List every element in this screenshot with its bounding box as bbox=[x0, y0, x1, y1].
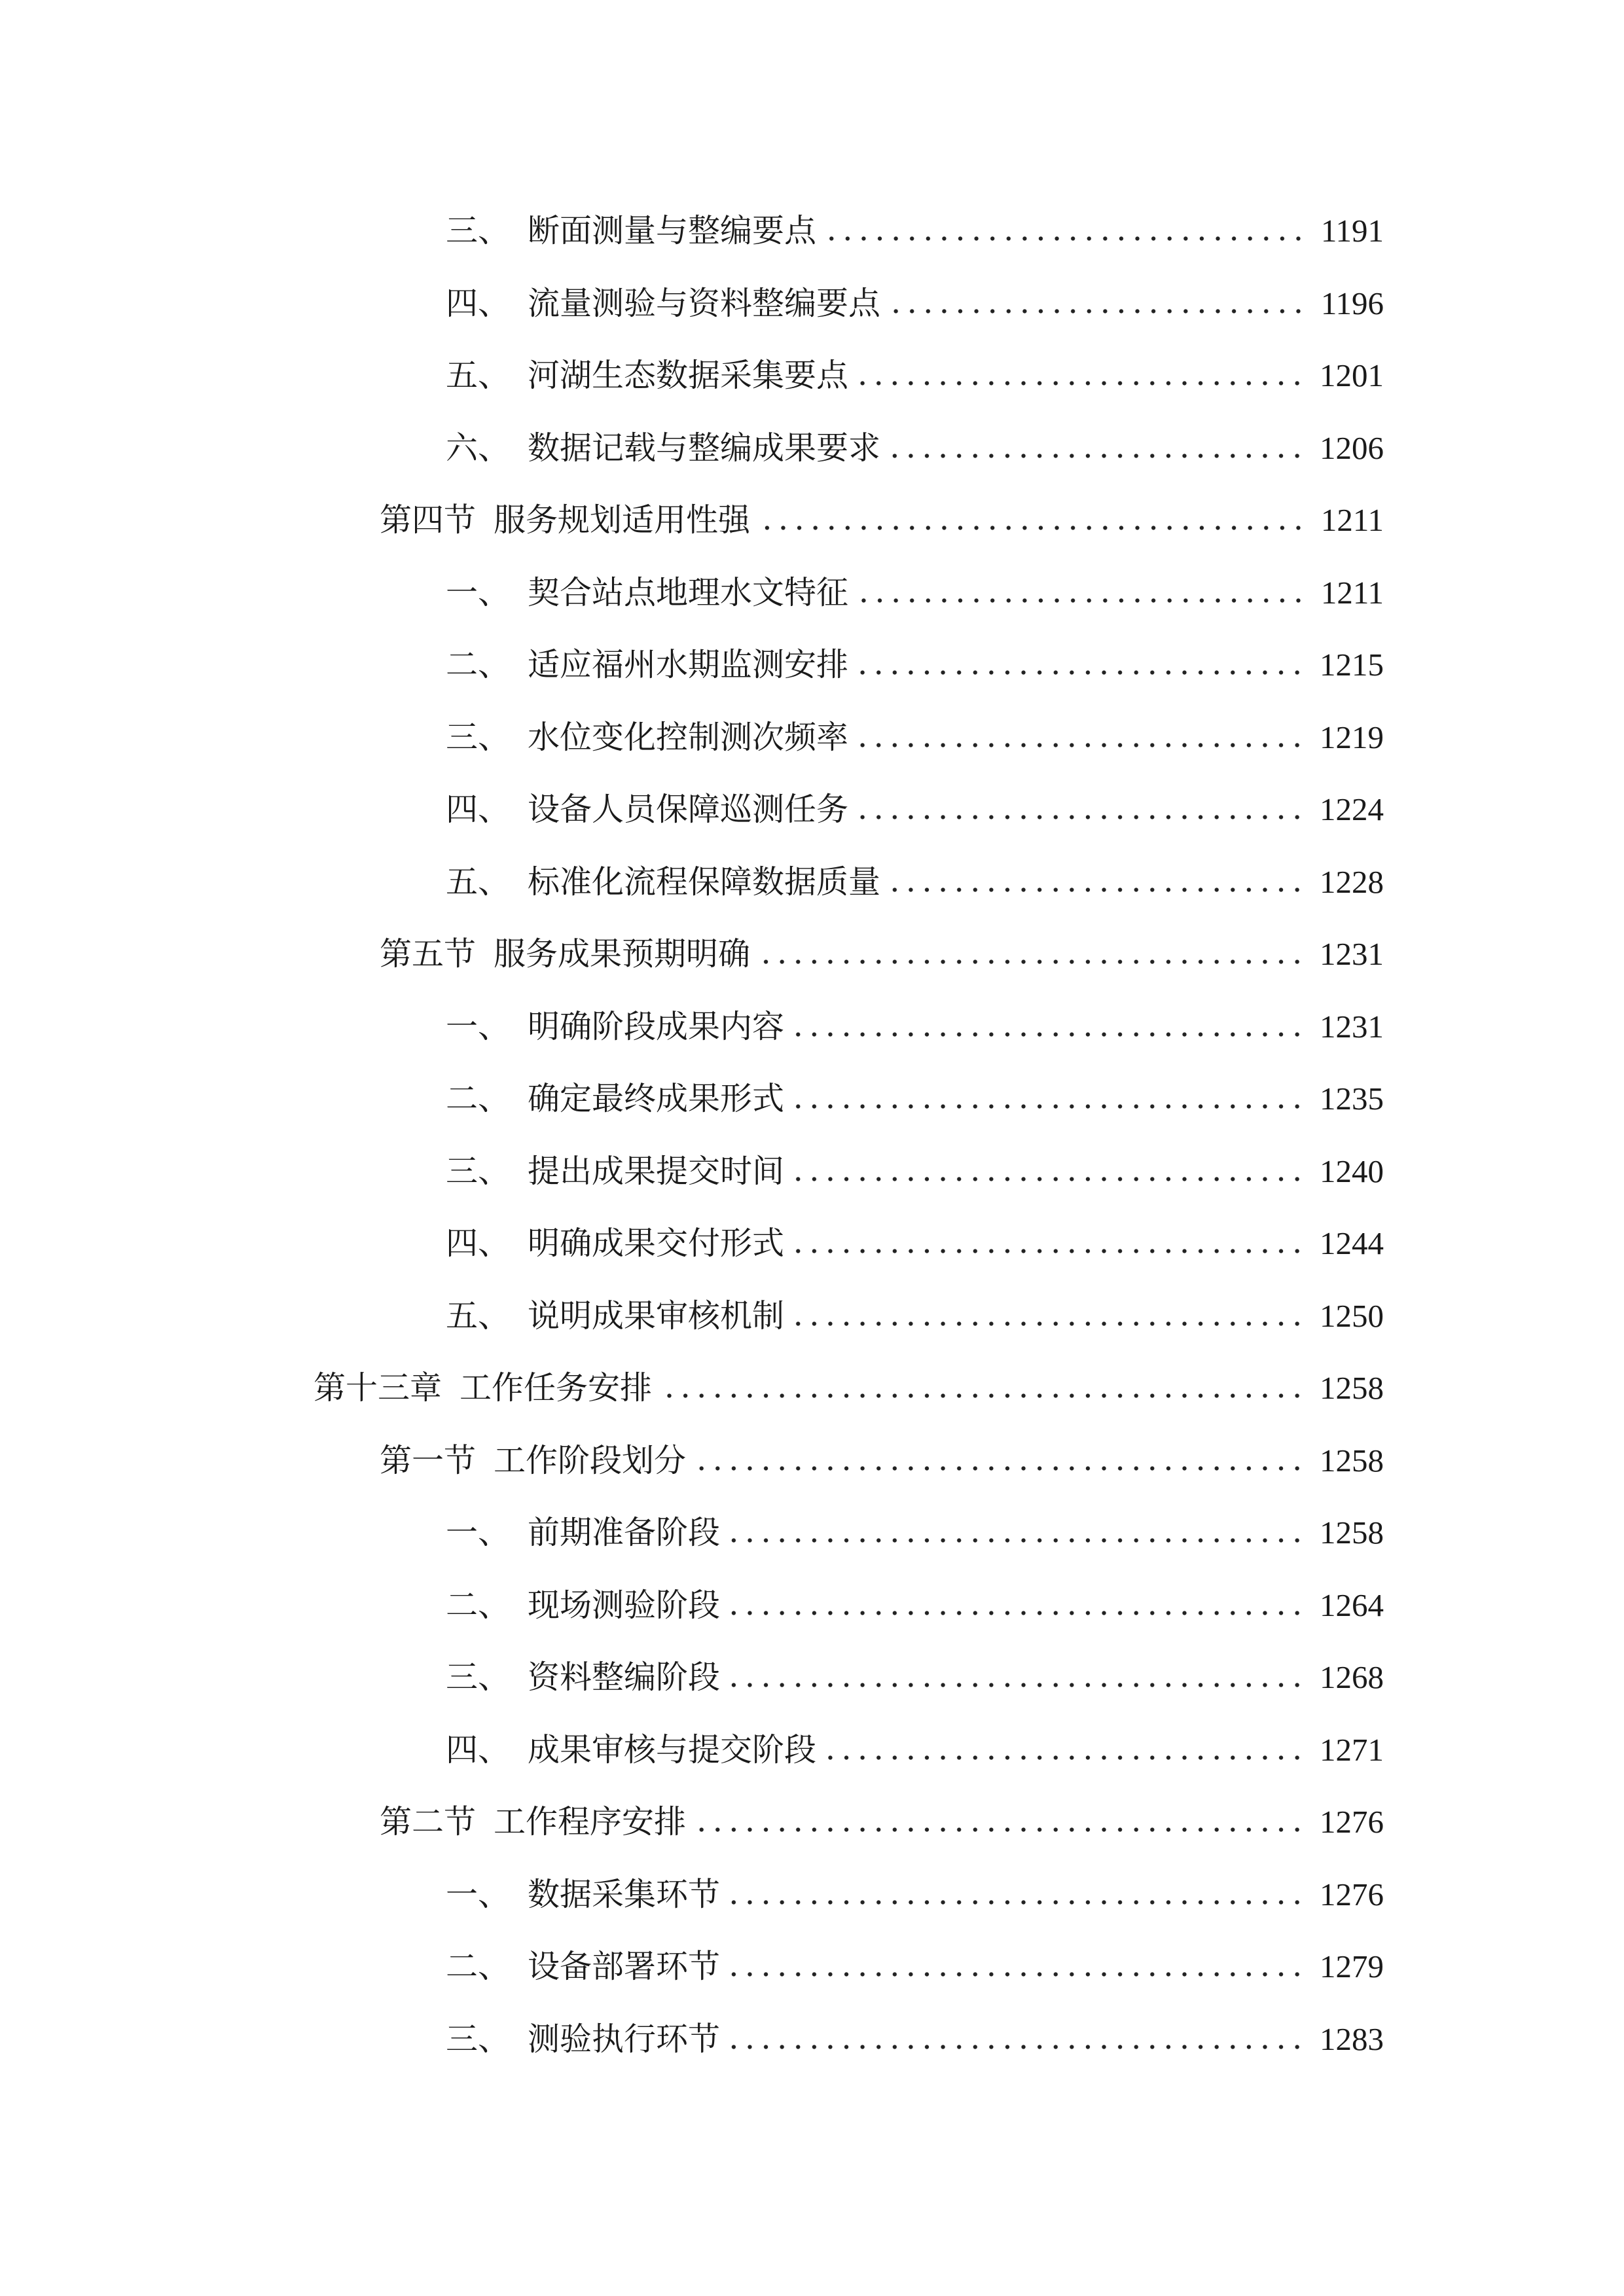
toc-entry bbox=[0, 1136, 1624, 1208]
toc-entry-page: 1276 bbox=[1320, 1804, 1384, 1840]
toc-section-entry bbox=[0, 1786, 1624, 1859]
toc-entry bbox=[0, 1208, 1624, 1280]
toc-entry bbox=[0, 991, 1624, 1064]
toc-dot-leader bbox=[856, 670, 1305, 675]
toc-dot-leader bbox=[856, 742, 1305, 748]
toc-entry-page: 1231 bbox=[1320, 936, 1384, 972]
toc-entry-title: 提出成果提交时间 bbox=[528, 1152, 785, 1190]
toc-entry-number: 三、 bbox=[446, 718, 511, 756]
toc-entry-title: 工作阶段划分 bbox=[494, 1441, 687, 1479]
toc-entry-number: 三、 bbox=[446, 1152, 511, 1190]
toc-entry-number: 四、 bbox=[446, 1225, 511, 1262]
toc-entry-page: 1244 bbox=[1320, 1225, 1384, 1261]
toc-entry-title: 工作程序安排 bbox=[494, 1803, 687, 1840]
toc-dot-leader bbox=[856, 380, 1305, 386]
toc-entry-page: 1231 bbox=[1320, 1008, 1384, 1045]
toc-entry-page: 1219 bbox=[1320, 719, 1384, 755]
toc-entry-title: 流量测验与资料整编要点 bbox=[528, 284, 881, 322]
toc-dot-leader bbox=[728, 1682, 1305, 1688]
toc-entry-page: 1250 bbox=[1320, 1297, 1384, 1334]
toc-entry-title: 测验执行环节 bbox=[528, 2020, 721, 2058]
toc-entry bbox=[0, 1641, 1624, 1714]
toc-entry-number: 三、 bbox=[446, 212, 511, 249]
toc-dot-leader bbox=[888, 453, 1305, 459]
toc-entry-number: 第五节 bbox=[380, 935, 477, 973]
toc-dot-leader bbox=[728, 2044, 1305, 2050]
toc-entry-page: 1215 bbox=[1320, 647, 1384, 683]
toc-dot-leader bbox=[888, 887, 1305, 893]
toc-entry bbox=[0, 1063, 1624, 1136]
toc-entry-page: 1279 bbox=[1320, 1948, 1384, 1984]
toc-entry-page: 1196 bbox=[1320, 285, 1384, 321]
toc-entry-number: 第四节 bbox=[380, 501, 477, 539]
toc-entry bbox=[0, 195, 1624, 268]
toc-dot-leader bbox=[792, 1103, 1305, 1109]
toc-dot-leader bbox=[824, 1755, 1305, 1761]
toc-entry bbox=[0, 1931, 1624, 2003]
toc-entry-number: 一、 bbox=[446, 1514, 511, 1551]
toc-entry-title: 服务规划适用性强 bbox=[494, 501, 751, 539]
toc-entry-title: 明确阶段成果内容 bbox=[528, 1007, 785, 1045]
toc-entry-title: 工作任务安排 bbox=[460, 1369, 653, 1407]
toc-entry-title: 现场测验阶段 bbox=[528, 1586, 721, 1624]
toc-dot-leader bbox=[856, 814, 1305, 820]
toc-entry-page: 1240 bbox=[1320, 1153, 1384, 1189]
toc-entry-number: 五、 bbox=[446, 1297, 511, 1335]
toc-entry-title: 标准化流程保障数据质量 bbox=[528, 863, 881, 901]
toc-entry-number: 一、 bbox=[446, 1875, 511, 1913]
toc-entry-number: 五、 bbox=[446, 863, 511, 901]
toc-dot-leader bbox=[694, 1827, 1305, 1833]
toc-entry bbox=[0, 1497, 1624, 1570]
toc-entry-number: 二、 bbox=[446, 646, 511, 683]
toc-entry-page: 1191 bbox=[1320, 213, 1384, 249]
toc-dot-leader bbox=[888, 308, 1307, 314]
toc-entry-page: 1276 bbox=[1320, 1876, 1384, 1912]
toc-entry-number: 第十三章 bbox=[314, 1369, 442, 1407]
toc-dot-leader bbox=[728, 1537, 1305, 1543]
toc-entry-title: 说明成果审核机制 bbox=[528, 1297, 785, 1335]
toc-entry-title: 断面测量与整编要点 bbox=[528, 212, 817, 249]
toc-entry-page: 1268 bbox=[1320, 1659, 1384, 1695]
toc-entry-number: 第一节 bbox=[380, 1441, 477, 1479]
toc-entry-title: 前期准备阶段 bbox=[528, 1514, 721, 1551]
toc-dot-leader bbox=[856, 598, 1307, 603]
toc-entry-page: 1224 bbox=[1320, 791, 1384, 827]
toc-entry-page: 1235 bbox=[1320, 1081, 1384, 1117]
toc-entry-number: 五、 bbox=[446, 357, 511, 394]
toc-entry bbox=[0, 340, 1624, 412]
toc-entry-title: 明确成果交付形式 bbox=[528, 1225, 785, 1262]
toc-entry-page: 1283 bbox=[1320, 2020, 1384, 2057]
toc-entry-number: 四、 bbox=[446, 791, 511, 828]
toc-dot-leader bbox=[824, 236, 1307, 242]
toc-entry-page: 1201 bbox=[1320, 357, 1384, 393]
toc-entry-page: 1206 bbox=[1320, 429, 1384, 466]
toc-entry-title: 设备部署环节 bbox=[528, 1948, 721, 1985]
toc-entry-number: 四、 bbox=[446, 284, 511, 322]
toc-entry bbox=[0, 2003, 1624, 2076]
toc-entry-title: 确定最终成果形式 bbox=[528, 1080, 785, 1117]
toc-dot-leader bbox=[758, 959, 1305, 965]
toc-dot-leader bbox=[660, 1393, 1305, 1399]
toc-entry-title: 服务成果预期明确 bbox=[494, 935, 751, 973]
toc-entry-page: 1258 bbox=[1320, 1515, 1384, 1551]
toc-entry-number: 二、 bbox=[446, 1948, 511, 1985]
toc-entry-title: 适应福州水期监测安排 bbox=[528, 646, 849, 683]
toc-entry bbox=[0, 629, 1624, 702]
toc-entry-number: 六、 bbox=[446, 429, 511, 467]
toc-dot-leader bbox=[792, 1321, 1305, 1327]
toc-entry-title: 成果审核与提交阶段 bbox=[528, 1731, 817, 1768]
toc-entry-page: 1211 bbox=[1320, 574, 1384, 611]
toc-dot-leader bbox=[728, 1971, 1305, 1977]
toc-section-entry bbox=[0, 1425, 1624, 1498]
toc-entry bbox=[0, 1570, 1624, 1642]
toc-entry-title: 资料整编阶段 bbox=[528, 1659, 721, 1696]
toc-entry bbox=[0, 1714, 1624, 1787]
toc-entry bbox=[0, 1859, 1624, 1931]
toc-entry bbox=[0, 1280, 1624, 1353]
toc-entry-title: 水位变化控制测次频率 bbox=[528, 718, 849, 756]
toc-entry-number: 四、 bbox=[446, 1731, 511, 1768]
toc-entry-number: 二、 bbox=[446, 1586, 511, 1624]
toc-section-entry bbox=[0, 484, 1624, 557]
toc-entry bbox=[0, 702, 1624, 774]
toc-entry-title: 数据采集环节 bbox=[528, 1875, 721, 1913]
toc-entry-number: 二、 bbox=[446, 1080, 511, 1117]
toc-entry-number: 一、 bbox=[446, 573, 511, 611]
toc-entry-title: 契合站点地理水文特征 bbox=[528, 573, 849, 611]
toc-entry-number: 三、 bbox=[446, 1659, 511, 1696]
toc-entry-title: 设备人员保障巡测任务 bbox=[528, 791, 849, 828]
toc-dot-leader bbox=[728, 1610, 1305, 1616]
toc-entry-title: 河湖生态数据采集要点 bbox=[528, 357, 849, 394]
toc-entry-number: 一、 bbox=[446, 1007, 511, 1045]
toc-dot-leader bbox=[728, 1899, 1305, 1905]
toc-entry-page: 1258 bbox=[1320, 1442, 1384, 1479]
toc-entry-page: 1264 bbox=[1320, 1587, 1384, 1623]
toc-dot-leader bbox=[758, 525, 1307, 531]
toc-dot-leader bbox=[792, 1176, 1305, 1182]
toc-entry bbox=[0, 774, 1624, 846]
toc-dot-leader bbox=[792, 1031, 1305, 1037]
toc-section-entry bbox=[0, 918, 1624, 991]
toc-entry-title: 数据记载与整编成果要求 bbox=[528, 429, 881, 467]
toc-entry-number: 第二节 bbox=[380, 1803, 477, 1840]
toc-entry bbox=[0, 412, 1624, 485]
toc-entry bbox=[0, 557, 1624, 630]
toc-entry-page: 1211 bbox=[1320, 502, 1384, 538]
toc-dot-leader bbox=[694, 1465, 1305, 1471]
toc-chapter-entry bbox=[0, 1352, 1624, 1425]
toc-entry bbox=[0, 268, 1624, 340]
toc-entry-number: 三、 bbox=[446, 2020, 511, 2058]
toc-dot-leader bbox=[792, 1248, 1305, 1254]
toc-entry-page: 1228 bbox=[1320, 863, 1384, 900]
toc-entry-page: 1271 bbox=[1320, 1731, 1384, 1768]
table-of-contents bbox=[0, 195, 1624, 2075]
toc-entry-page: 1258 bbox=[1320, 1370, 1384, 1406]
toc-entry bbox=[0, 846, 1624, 919]
